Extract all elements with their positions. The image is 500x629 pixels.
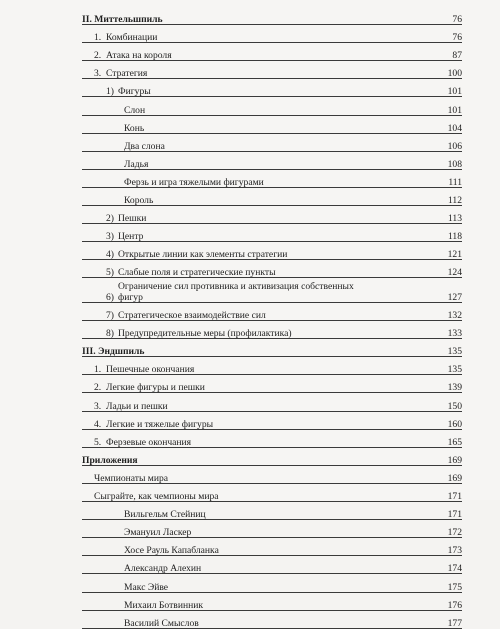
toc-entry [82, 375, 462, 393]
toc-entry-number: 8) [106, 328, 114, 340]
toc-entry [82, 430, 462, 448]
toc-page-number: 76 [452, 14, 462, 26]
toc-entry [82, 260, 462, 278]
toc-entry [82, 502, 462, 520]
toc-section-heading [82, 448, 462, 466]
toc-entry-title: Комбинации [106, 32, 158, 44]
toc-entry-title: II. Миттельшпиль [82, 14, 163, 26]
toc-entry-title: Открытые линии как элементы стратегии [118, 249, 288, 261]
toc-entry [82, 97, 462, 115]
toc-entry-title: Чемпионаты мира [94, 472, 169, 484]
toc-entry-title: Фигуры [118, 86, 151, 98]
toc-page-number: 104 [447, 122, 462, 134]
toc-entry [82, 393, 462, 411]
toc-page-number: 101 [447, 86, 462, 98]
toc-entry [82, 466, 462, 484]
toc-entry [82, 170, 462, 188]
toc-entry-title: Пешки [118, 213, 147, 225]
toc-entry-number: 4) [106, 249, 114, 261]
toc-entry-title: Атака на короля [106, 50, 172, 62]
toc-entry-title: Центр [118, 231, 144, 243]
toc-entry-title: Ферзевые окончания [106, 436, 192, 448]
toc-page-number: 127 [447, 292, 462, 303]
toc-entry [82, 611, 462, 629]
toc-entry-title: Эмануил Ласкер [124, 527, 192, 539]
toc-entry-number: 2. [94, 382, 102, 394]
toc-entry-number: 1. [94, 32, 102, 44]
toc-entry-number: 2) [106, 213, 114, 225]
toc-entry-title: Слон [124, 104, 146, 116]
toc-entry [82, 520, 462, 538]
table-of-contents [82, 7, 462, 629]
toc-entry-title: Легкие и тяжелые фигуры [106, 418, 214, 430]
toc-page-number: 87 [452, 50, 462, 62]
toc-page-number: 150 [447, 400, 462, 412]
toc-page-number: 177 [447, 617, 462, 629]
toc-page-number: 169 [447, 472, 462, 484]
toc-entry [82, 134, 462, 152]
toc-page-number: 135 [447, 346, 462, 358]
toc-entry-title: Сыграйте, как чемпионы мира [94, 491, 219, 503]
toc-entry-title-group [106, 281, 444, 303]
toc-entry-title: Конь [124, 122, 145, 134]
toc-entry [82, 242, 462, 260]
toc-entry-title: Слабые поля и стратегические пункты [118, 267, 276, 279]
toc-page-number: 169 [447, 454, 462, 466]
toc-entry-title: Михаил Ботвинник [124, 599, 204, 611]
toc-entry-title: Стратегия [106, 68, 148, 80]
toc-page-number: 175 [447, 581, 462, 593]
toc-entry-title: Ферзь и игра тяжелыми фигурами [124, 176, 264, 188]
toc-entry-title: Василий Смыслов [124, 617, 199, 629]
toc-entry [82, 116, 462, 134]
toc-page-number: 106 [447, 140, 462, 152]
toc-entry [82, 593, 462, 611]
toc-entry-number: 4. [94, 418, 102, 430]
toc-entry-title: Ладья [124, 158, 149, 170]
toc-entry [82, 412, 462, 430]
toc-page-number: 112 [447, 195, 462, 207]
toc-page-number: 172 [447, 527, 462, 539]
toc-entry-title: Король [124, 195, 154, 207]
toc-entry [82, 321, 462, 339]
toc-entry-title: Два слона [124, 140, 165, 152]
toc-page-number: 165 [447, 436, 462, 448]
toc-entry [82, 556, 462, 574]
toc-entry-number: 5) [106, 267, 114, 279]
toc-page-number: 135 [447, 364, 462, 376]
toc-entry-title: Стратегическое взаимодействие сил [118, 310, 266, 322]
toc-entry-number: 3. [94, 68, 102, 80]
toc-entry [82, 484, 462, 502]
toc-page-number: 171 [447, 491, 462, 503]
toc-page-number: 113 [447, 213, 462, 225]
toc-section-heading [82, 339, 462, 357]
toc-page-number: 76 [452, 32, 462, 44]
toc-entry [82, 79, 462, 97]
toc-entry [82, 574, 462, 592]
toc-page-number: 132 [447, 310, 462, 322]
toc-entry-number: 1) [106, 86, 114, 98]
toc-page-number: 139 [447, 382, 462, 394]
toc-entry-title: Макс Эйве [124, 581, 169, 593]
toc-entry-number: 3. [94, 400, 102, 412]
toc-entry-title: Вильгельм Стейниц [124, 509, 206, 521]
toc-page-number: 124 [447, 267, 462, 279]
toc-page-number: 173 [447, 545, 462, 557]
toc-page-number: 171 [447, 509, 462, 521]
toc-page-number: 118 [447, 231, 462, 243]
toc-page-number: 121 [447, 249, 462, 261]
toc-entry [82, 278, 462, 303]
toc-entry [82, 43, 462, 61]
toc-entry [82, 224, 462, 242]
toc-entry-number: 2. [94, 50, 102, 62]
toc-entry [82, 188, 462, 206]
toc-entry-title: Ладьи и пешки [106, 400, 168, 412]
toc-entry [82, 357, 462, 375]
toc-entry-title: III. Эндшпиль [82, 346, 145, 358]
toc-page-number: 174 [447, 563, 462, 575]
toc-entry [82, 303, 462, 321]
toc-entry [82, 152, 462, 170]
toc-entry-number: 6) [106, 292, 114, 303]
toc-page-number: 101 [447, 104, 462, 116]
toc-section-heading [82, 7, 462, 25]
toc-entry [82, 61, 462, 79]
toc-entry-title: Предупредительные меры (профилактика) [118, 328, 292, 340]
toc-page-number: 100 [447, 68, 462, 80]
toc-entry-title: Ограничение сил противника и активизация собственных фигур [118, 281, 354, 303]
toc-entry-title: Александр Алехин [124, 563, 202, 575]
toc-entry-title: Хосе Рауль Капабланка [124, 545, 219, 557]
toc-page-number: 160 [447, 418, 462, 430]
toc-entry-title: Приложения [82, 454, 138, 466]
toc-page-number: 133 [447, 328, 462, 340]
toc-entry-title: Пешечные окончания [106, 364, 195, 376]
toc-entry-title: Легкие фигуры и пешки [106, 382, 205, 394]
toc-entry [82, 538, 462, 556]
toc-entry-number: 1. [94, 364, 102, 376]
toc-page-number: 111 [448, 176, 462, 188]
toc-entry-number: 7) [106, 310, 114, 322]
toc-entry-number: 3) [106, 231, 114, 243]
toc-entry [82, 25, 462, 43]
toc-entry-number: 5. [94, 436, 102, 448]
toc-page-number: 108 [447, 158, 462, 170]
toc-entry [82, 206, 462, 224]
toc-page-number: 176 [447, 599, 462, 611]
